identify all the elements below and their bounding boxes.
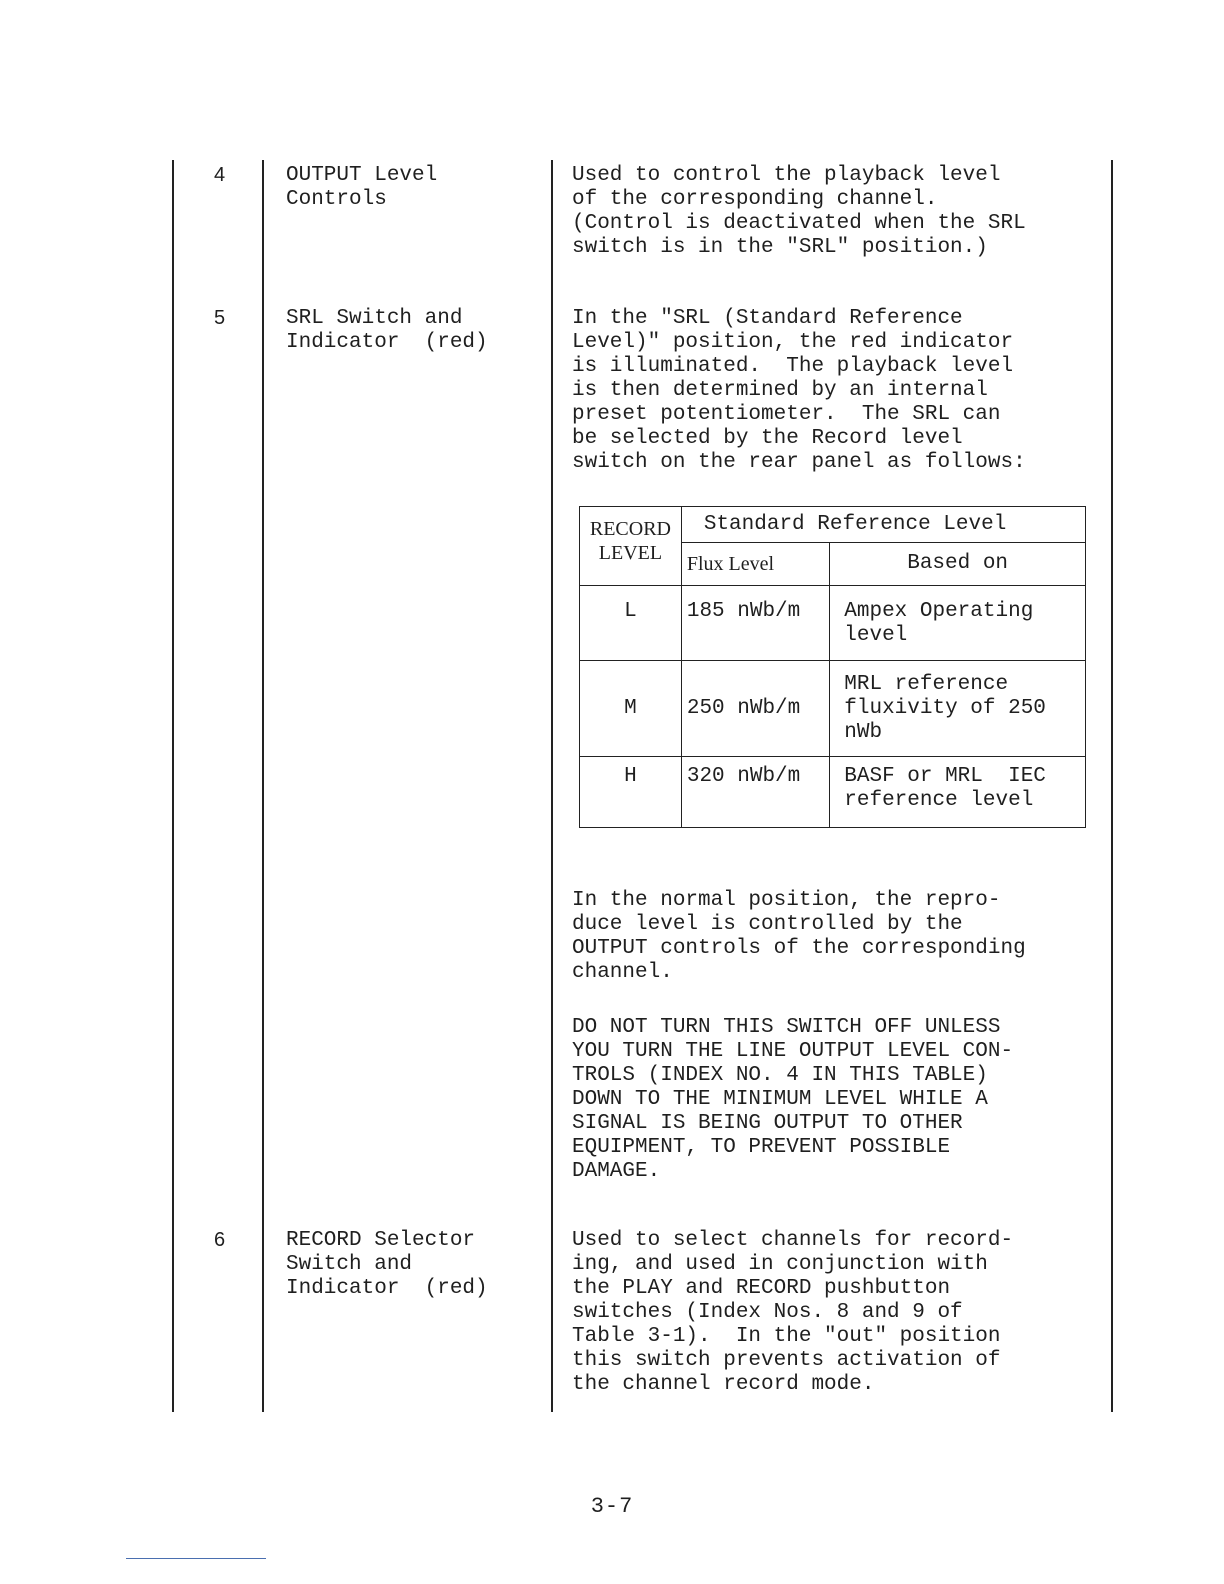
based-on-cell: Ampex Operating level [830, 586, 1086, 661]
record-level-header: RECORD LEVEL [580, 507, 682, 586]
record-level-cell: L [580, 586, 682, 661]
row-4-name: OUTPUT Level Controls [286, 164, 438, 211]
flux-level-cell: 185 nWb/m [681, 586, 829, 661]
row-5-warning-text: DO NOT TURN THIS SWITCH OFF UNLESS YOU TURN THE LINE OUTPUT LEVEL CON- TROLS (INDEX NO. 4 IN THIS TABLE) DOWN TO THE MINIMUM LEVEL WHILE A SIGNAL IS BEING OUTPUT TO OTHER EQUIPMENT, TO PREVENT POSSIBLE DAMAGE. [572, 1016, 1014, 1183]
table-row [580, 757, 1086, 828]
record-level-cell: H [580, 757, 682, 828]
record-level-cell: M [580, 661, 682, 757]
standard-reference-level-header: Standard Reference Level [681, 507, 1085, 543]
table-left-border [172, 160, 174, 1412]
row-6-name: RECORD Selector Switch and Indicator (red) [286, 1229, 488, 1300]
row-6-index: 6 [214, 1229, 226, 1251]
srl-reference-table [579, 506, 1086, 828]
based-on-cell: BASF or MRL IEC reference level [830, 757, 1086, 828]
footnote-rule [126, 1558, 266, 1559]
row-5-normal-position-text: In the normal position, the repro- duce level is controlled by the OUTPUT controls of the corresponding channel. [572, 889, 1026, 984]
based-on-cell: MRL reference fluxivity of 250 nWb [830, 661, 1086, 757]
row-6-description: Used to select channels for record- ing, and used in conjunction with the PLAY and RECORD pushbutton switches (Index Nos. 8 and 9 of Table 3-1). In the "out" position this switch prevents activation of the channel record mode. [572, 1229, 1014, 1396]
table-row [580, 661, 1086, 757]
row-4-index: 4 [214, 164, 226, 186]
flux-level-cell: 320 nWb/m [681, 757, 829, 828]
flux-level-cell: 250 nWb/m [681, 661, 829, 757]
flux-level-header: Flux Level [681, 543, 829, 586]
page-number: 3-7 [590, 1494, 634, 1519]
table-right-border [1111, 160, 1113, 1412]
table-divider-name [551, 160, 553, 1412]
row-5-name: SRL Switch and Indicator (red) [286, 307, 488, 354]
row-4-description: Used to control the playback level of the corresponding channel. (Control is deactivated when the SRL switch is in the "SRL" position.) [572, 164, 1026, 259]
row-5-index: 5 [214, 307, 226, 329]
row-5-description: In the "SRL (Standard Reference Level)" position, the red indicator is illuminated. The playback level is then determined by an internal preset potentiometer. The SRL can be selected by the Record level switch on the rear panel as follows: [572, 307, 1026, 474]
based-on-header: Based on [830, 543, 1086, 586]
table-row [580, 586, 1086, 661]
table-divider-index [262, 160, 264, 1412]
